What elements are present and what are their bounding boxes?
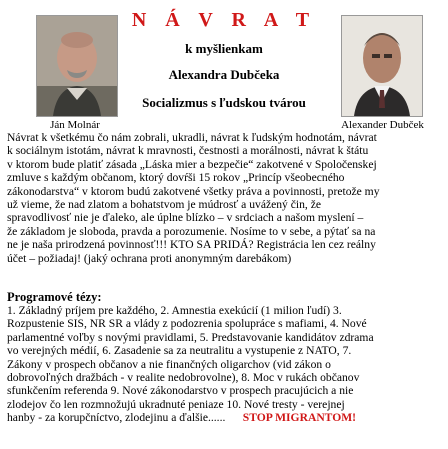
stop-slogan: STOP MIGRANTOM! <box>242 411 357 425</box>
program-line: Zákony v prospech občanov a nie finančných oligarchov (vid zákon o <box>7 357 331 371</box>
program-list <box>7 304 443 425</box>
page-title: N Á V R A T <box>131 9 317 31</box>
author-name: Alexandra Dubčeka <box>168 67 280 82</box>
text-line: Návrat k všetkému čo nám zobrali, ukradli, návrat k ľudským hodnotám, návrat <box>7 131 377 144</box>
program-line: dobrovoľných dražbách - v realite nedobrovolne), 8. Moc v rukách občanov <box>7 371 360 385</box>
text-line: ne je naša prirodzená povinnosť!!! KTO SA PRIDÁ? Registrácia len cez reálny <box>7 238 376 252</box>
text-line: spravodlivosť nie je ďaleko, ale úplne blízko – v srdciach a našom myslení – <box>7 211 364 225</box>
program-heading: Programové tézy: <box>7 290 102 304</box>
photo-caption-right: Alexander Dubček <box>341 119 424 131</box>
program-line: parlamentné voľby s novými pravidlami, 5. Predstavovanie kandidátov zdrama <box>7 330 374 344</box>
slogan: Socializmus s ľudskou tvárou <box>142 95 306 110</box>
program-line: sfunkčením referenda 9. Nové zákonodarstvo v prospech pracujúcich a nie <box>7 384 354 398</box>
text-line: že základom je sloboda, pravda a porozumenie. Nosíme to v sebe, a pýtať sa na <box>7 224 376 238</box>
text-line: zákonodarstva“ v ktorom budú zakotvené všetky práva a povinnosti, pretože my <box>7 184 380 198</box>
text-line: k sociálnym istotám, návrat k mravnosti, čestnosti a morálnosti, návrat k štátu <box>7 144 369 158</box>
intro-paragraph <box>7 131 443 265</box>
program-line: zlodejov čo len rozmnožujú ukradnuté peniaze 10. Nové tresty - verejnej <box>7 397 345 411</box>
text-line: účet – požiadaj! (jaký ochrana proti anonymným darebákom) <box>7 251 292 265</box>
program-line: hanby - za korupčníctvo, zlodejinu a ďalšie...... <box>7 411 226 425</box>
portrait-photo-right <box>341 15 423 117</box>
program-line: vo verejných médií, 6. Zasadenie sa za neutralitu a vystupenie z NATO, 7. <box>7 344 352 358</box>
photo-caption-left: Ján Molnár <box>50 119 100 131</box>
text-line: zmluve s každým občanom, ktorý dovŕši 15 rokov „Princíp všeobecného <box>7 171 345 185</box>
program-line: 1. Základný príjem pre každého, 2. Amnestia exekúcií (1 milion ľudí) 3. <box>7 304 342 317</box>
subtitle: k myšlienkam <box>185 41 263 56</box>
program-line: Rozpustenie SIS, NR SR a vlády z podozrenia spolupráce s mafiami, 4. Nové <box>7 317 367 331</box>
portrait-photo-left <box>36 15 118 117</box>
text-line: už vieme, že nad zlatom a bohatstvom je múdrosť a uvážený čin, že <box>7 198 322 212</box>
program-line-last <box>7 411 443 424</box>
text-line: v ktorom bude platiť zásada „Láska mier a bezpečie“ zakotvené v Spoločenskej <box>7 157 377 171</box>
